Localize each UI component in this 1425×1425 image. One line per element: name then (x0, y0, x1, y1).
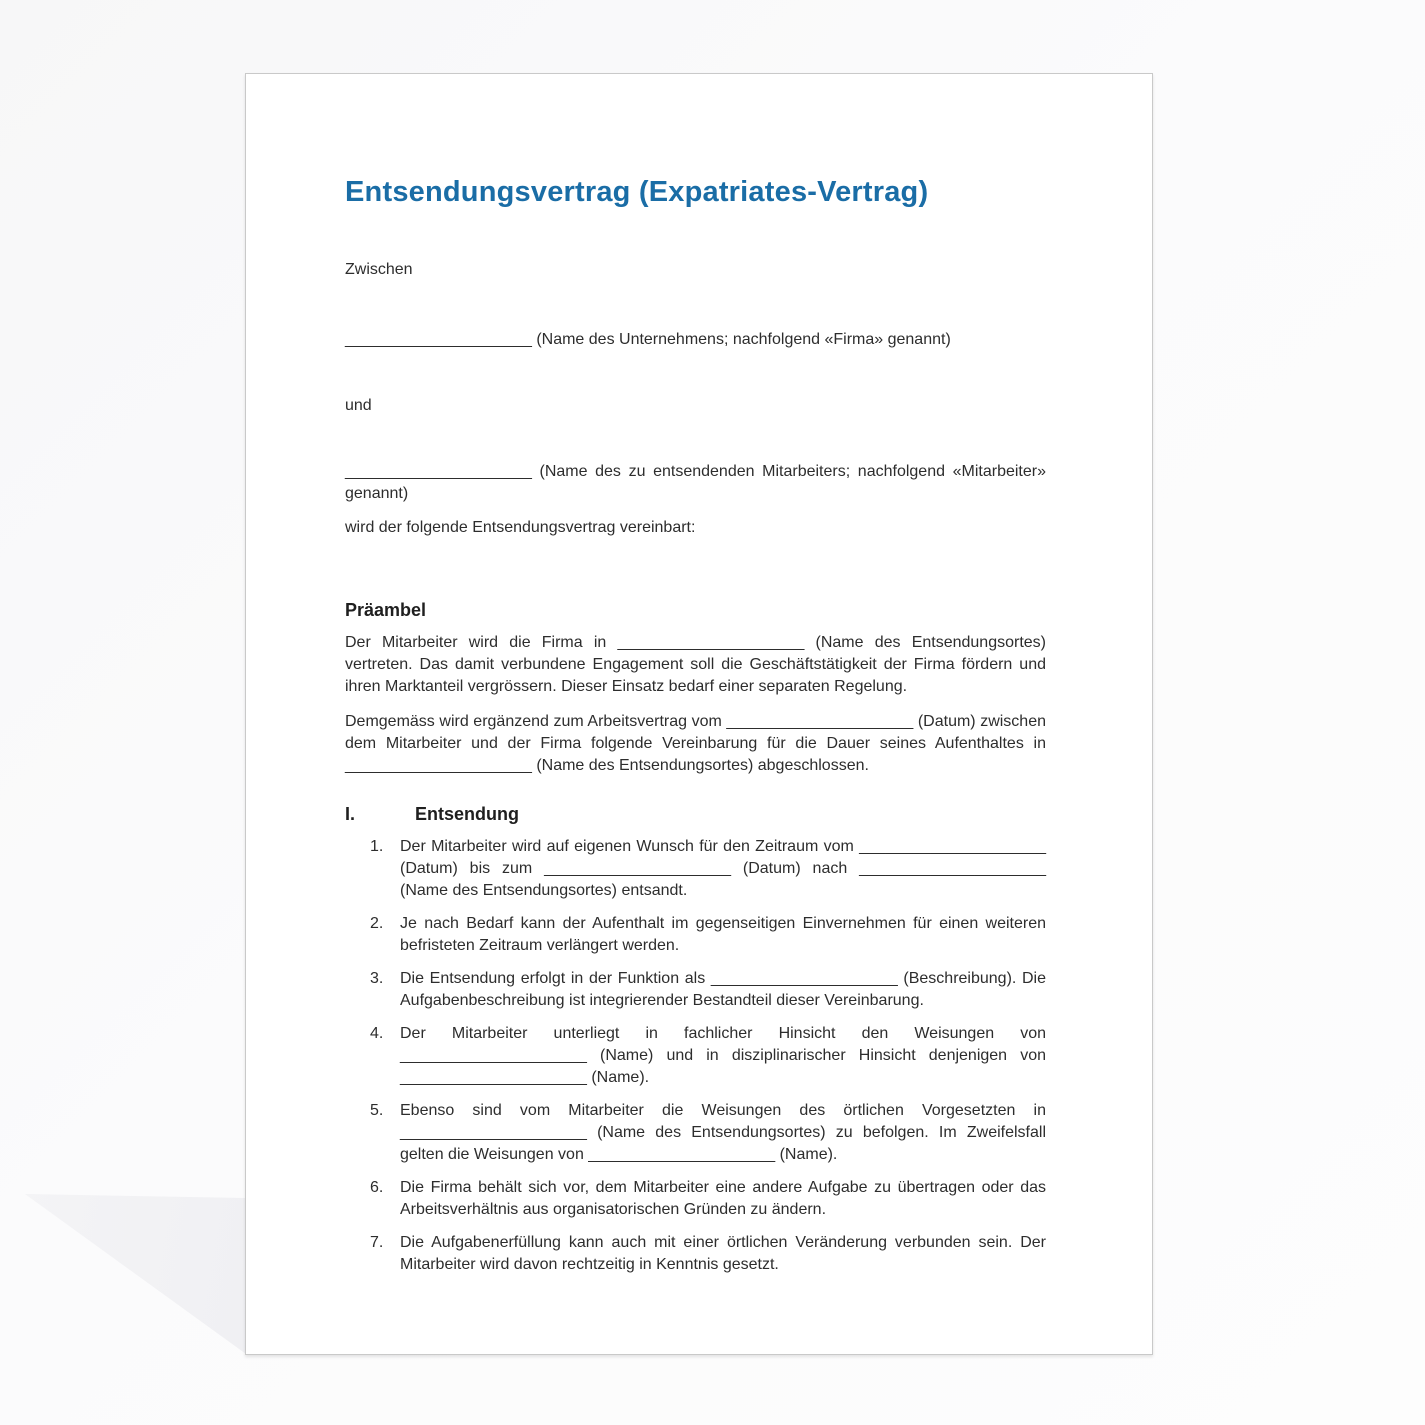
background-light-wedge (0, 1186, 246, 1358)
section-1-title: Entsendung (415, 804, 519, 824)
section-1-numeral: I. (345, 804, 356, 824)
preamble-heading: Präambel (345, 600, 427, 620)
clause-text: Der Mitarbeiter wird auf eigenen Wunsch für den Zeitraum vom _____________________ (Datum) bis zum _____________________ (Datum) nach _____________________ (Name des Entsendungsortes) entsandt. (400, 838, 1046, 899)
clause-number: 5. (370, 1102, 384, 1119)
clause-number: 1. (370, 838, 384, 855)
clause-number: 7. (370, 1234, 384, 1251)
clause-text: Je nach Bedarf kann der Aufenthalt im gegenseitigen Einvernehmen für einen weiteren befristeten Zeitraum verlängert werden. (400, 915, 1046, 954)
intro-zwischen-label: Zwischen (345, 261, 413, 278)
clause-text: Die Entsendung erfolgt in der Funktion als _____________________ (Beschreibung). Die Aufgabenbeschreibung ist integrierender Bestandteil dieser Vereinbarung. (400, 970, 1046, 1009)
clause-number: 6. (370, 1179, 384, 1196)
document-page (245, 73, 1153, 1355)
company-name-blank-line: _____________________ (Name des Unternehmens; nachfolgend «Firma» genannt) (345, 331, 951, 348)
document-title: Entsendungsvertrag (Expatriates-Vertrag) (345, 176, 929, 208)
clause-text: Die Firma behält sich vor, dem Mitarbeiter eine andere Aufgabe zu übertragen oder das Arbeitsverhältnis aus organisatorischen Gründen zu ändern. (400, 1179, 1046, 1218)
agreement-intro-line: wird der folgende Entsendungsvertrag vereinbart: (345, 519, 696, 536)
clause-item (345, 1100, 1046, 1166)
clause-item (345, 1023, 1046, 1089)
employee-name-blank-line: _____________________ (Name des zu entsendenden Mitarbeiters; nachfolgend «Mitarbeiter» genannt) (345, 463, 1046, 502)
preamble-paragraph: Demgemäss wird ergänzend zum Arbeitsvertrag vom _____________________ (Datum) zwischen dem Mitarbeiter und der Firma folgende Vereinbarung für die Dauer seines Aufenthaltes in _____________________ (Name des Entsendungsortes) abgeschlossen. (345, 713, 1046, 774)
intro-und-label: und (345, 397, 372, 414)
clause-item (345, 913, 1046, 957)
section-1-heading-row (345, 803, 1046, 825)
clause-item (345, 1177, 1046, 1221)
clause-text: Ebenso sind vom Mitarbeiter die Weisungen des örtlichen Vorgesetzten in _____________________ (Name des Entsendungsortes) zu befolgen. Im Zweifelsfall gelten die Weisungen von _____________________ (Name). (400, 1102, 1046, 1163)
clause-text: Die Aufgabenerfüllung kann auch mit einer örtlichen Veränderung verbunden sein. Der Mitarbeiter wird davon rechtzeitig in Kenntnis gesetzt. (400, 1234, 1046, 1273)
clause-text: Der Mitarbeiter unterliegt in fachlicher Hinsicht den Weisungen von _____________________ (Name) und in disziplinarischer Hinsicht denjenigen von _____________________ (Name). (400, 1025, 1046, 1086)
clause-number: 4. (370, 1025, 384, 1042)
clause-number: 2. (370, 915, 384, 932)
section-1-clause-list (345, 836, 1046, 1276)
clause-item (345, 1232, 1046, 1276)
preamble-paragraph: Der Mitarbeiter wird die Firma in _____________________ (Name des Entsendungsortes) vertreten. Das damit verbundene Engagement soll die Geschäftstätigkeit der Firma fördern und ihren Marktanteil vergrössern. Dieser Einsatz bedarf einer separaten Regelung. (345, 634, 1046, 695)
clause-number: 3. (370, 970, 384, 987)
clause-item (345, 836, 1046, 902)
clause-item (345, 968, 1046, 1012)
